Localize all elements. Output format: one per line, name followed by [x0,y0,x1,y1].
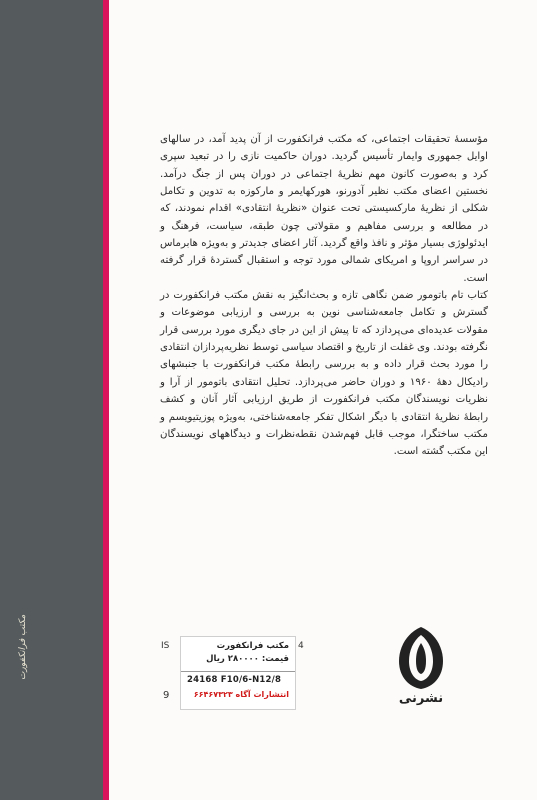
sticker-price: قیمت: ۲۸۰۰۰۰ ریال [206,654,289,664]
sticker-code: 24168 F10/6-N12/8 [187,675,282,685]
sticker-publisher: انتشارات آگاه ۶۶۴۶۷۳۲۳ [193,690,289,699]
back-cover-blurb [160,131,488,461]
publisher-logo-text: نشرنی [398,691,444,706]
spine-accent-strip [103,0,109,800]
barcode-fragment: 4 [298,641,304,651]
barcode-fragment: 9 [163,690,170,701]
price-sticker [180,636,296,710]
sticker-book-title: مکتب فرانکفورت [216,641,289,651]
blurb-paragraph-1: مؤسسهٔ تحقیقات اجتماعی، که مکتب فرانکفورت از آن پدید آمد، در سالهای اوایل جمهوری وایمار تأسیس گردید. دوران حاکمیت نازی را در تبعید سپری کرد و به‌صورت کانون مهم نظریهٔ اجتماعی در دوران پس از جنگ درآمد. نخستین اعضای مکتب نظیر آدورنو، هورکهایمر و مارکوزه به تدوین و تکامل شکلی از نظریهٔ مارکسیستی تحت عنوان «نظریهٔ انتقادی» اقدام نمودند، که در مطالعه و بررسی مفاهیم و مقولاتی چون طبقه، سیاست، فرهنگ و ایدئولوژی بسیار مؤثر و نافذ واقع گردید. آثار اعضای جدیدتر و به‌ویژه هابرماس در سراسر اروپا و امریکای شمالی مورد توجه و استقبال گستردهٔ قرار گرفته است. [160,134,488,284]
publisher-logo-icon [395,625,447,691]
cover-spine [0,0,103,800]
barcode-fragment: IS [161,641,170,651]
spine-title: مکتب فرانکفورت [18,614,28,680]
blurb-paragraph-2: کتاب تام باتومور ضمن نگاهی تازه و بحث‌انگیز به نقش مکتب فرانکفورت در گسترش و تکامل جامعه‌شناسی نوین به بررسی و ارزیابی موضوعات و مقولات عدیده‌ای می‌پردازد که تا پیش از این در جای دیگری مورد بررسی قرار نگرفته بودند. وی غفلت از تاریخ و اقتصاد سیاسی توسط نظریه‌پردازان انتقادی را مورد بحث قرار داده و به بررسی رابطهٔ مکتب فرانکفورت با جنبشهای رادیکال دههٔ ۱۹۶۰ و دوران حاضر می‌پردازد. تحلیل انتقادی باتومور از آرا و نظریات نویسندگان مکتب فرانکفورت از طریق ارزیابی آثار آنان و کشف رابطهٔ نظریهٔ انتقادی با دیگر اشکال تفکر جامعه‌شناختی، به‌ویژه پوزیتیویسم و مکتب ساختگرا، موجب قابل فهم‌شدن نقطه‌نظرات و دیدگاههای نویسندگان این مکتب گشته است. [160,290,488,458]
sticker-divider [181,671,295,672]
